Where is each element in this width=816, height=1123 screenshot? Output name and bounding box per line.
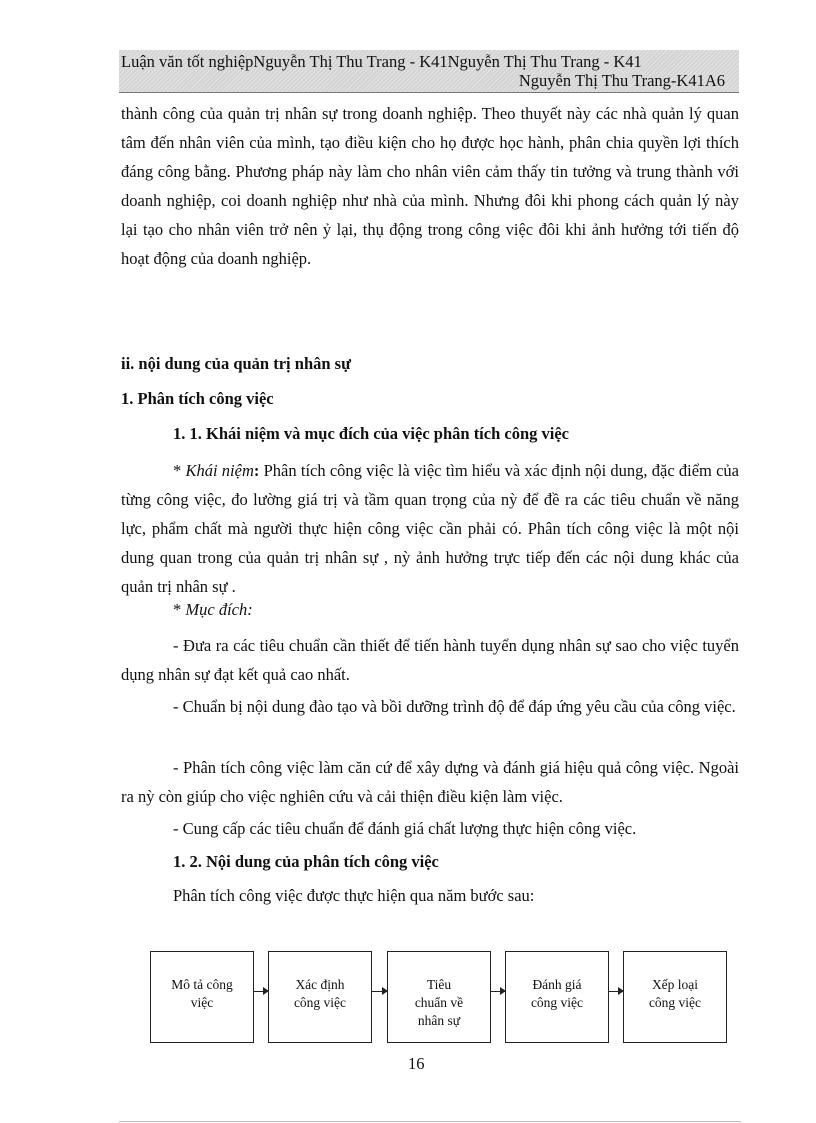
step-box-3 [387,951,491,1043]
flow-arrow-3 [491,991,505,992]
step-1-line-1: Mô tả công [171,977,233,992]
step-2-line-1: Xác định [295,977,345,992]
step-5-line-1: Xếp loại [651,977,699,992]
step-1-line-2: việc [190,995,214,1010]
concept-label: Khái niệm [185,461,254,480]
concept-text: Phân tích công việc là việc tìm hiểu và xác định nội dung, đặc điểm của từng công việc, đo lường giá trị và tầm quan trọng của nỳ để đề ra các tiêu chuẩn về năng lực, phẩm chất mà người thực hiện công việc cần phải có. Phân tích công việc là một nội dung quan trong của quản trị nhân sự , nỳ ảnh hưởng trực tiếp đến các nội dung khác của quản trị nhân sự . [121,461,739,596]
steps-intro: Phân tích công việc được thực hiện qua năm bước sau: [173,886,535,905]
page-number: 16 [408,1054,425,1073]
header-line-1: Luận văn tốt nghiệpNguyễn Thị Thu Trang - K41Nguyễn Thị Thu Trang - K41 [121,52,642,71]
purpose-label: Mục đích: [185,600,253,619]
flow-arrow-4 [609,991,623,992]
header-line-2: Nguyễn Thị Thu Trang-K41A6 [518,71,725,90]
flow-arrow-2 [372,991,387,992]
step-3-line-3: nhân sự [417,1013,461,1028]
step-4-line-1: Đánh giá [532,977,582,992]
header-rule [119,92,739,93]
section-heading-1-2: 1. 2. Nội dung của phân tích công việc [173,852,439,871]
section-heading-ii: ii. nội dung của quản trị nhân sự [121,354,351,373]
running-header [119,50,739,92]
purpose-heading: * Mục đích: [173,600,253,619]
intro-paragraph: thành công của quản trị nhân sự trong doanh nghiệp. Theo thuyết này các nhà quản lý quan tâm đến nhân viên của mình, tạo điều kiện cho họ được học hành, phân chia quyền lợi thích đáng công bằng. Phương pháp này làm cho nhân viên cảm thấy tin tưởng và trung thành với doanh nghiệp, coi doanh nghiệp như nhà của mình. Nhưng đôi khi phong cách quản lý này lại tạo cho nhân viên trở nên ỷ lại, thụ động trong công việc đôi khi ảnh hưởng tới tiến độ hoạt động của doanh nghiệp. [121,104,739,268]
section-heading-1: 1. Phân tích công việc [121,389,274,408]
step-3-line-2: chuẩn về [414,995,464,1010]
step-box-1 [150,951,254,1043]
step-4-line-2: công việc [530,995,584,1010]
step-5-line-2: công việc [648,995,702,1010]
section-heading-1-1: 1. 1. Khái niệm và mục đích của việc phân tích công việc [173,424,569,443]
purpose-item-1: - Đưa ra các tiêu chuẩn cần thiết để tiến hành tuyển dụng nhân sự sao cho việc tuyển dụng nhân sự đạt kết quả cao nhất. [121,636,739,684]
footer-rule [119,1121,741,1122]
step-2-line-2: công việc [293,995,347,1010]
purpose-item-4: - Cung cấp các tiêu chuẩn để đánh giá chất lượng thực hiện công việc. [173,819,637,838]
flow-arrow-1 [254,991,268,992]
purpose-item-2: - Chuẩn bị nội dung đào tạo và bồi dưỡng trình độ để đáp ứng yêu cầu của công việc. [173,697,736,716]
purpose-item-3: - Phân tích công việc làm căn cứ để xây dựng và đánh giá hiệu quả công việc. Ngoài ra nỳ còn giúp cho việc nghiên cứu và cải thiện điều kiện làm việc. [121,758,739,806]
step-box-2 [268,951,372,1043]
concept-paragraph: * Khái niệm: Phân tích công việc là việc tìm hiểu và xác định nội dung, đặc điểm của từng công việc, đo lường giá trị và tầm quan trọng của nỳ để đề ra các tiêu chuẩn về năng lực, phẩm chất mà người thực hiện công việc cần phải có. Phân tích công việc là một nội dung quan trong của quản trị nhân sự , nỳ ảnh hưởng trực tiếp đến các nội dung khác của quản trị nhân sự . [121,461,739,596]
step-box-4 [505,951,609,1043]
step-box-5 [623,951,727,1043]
step-3-line-1: Tiêu [426,977,452,992]
